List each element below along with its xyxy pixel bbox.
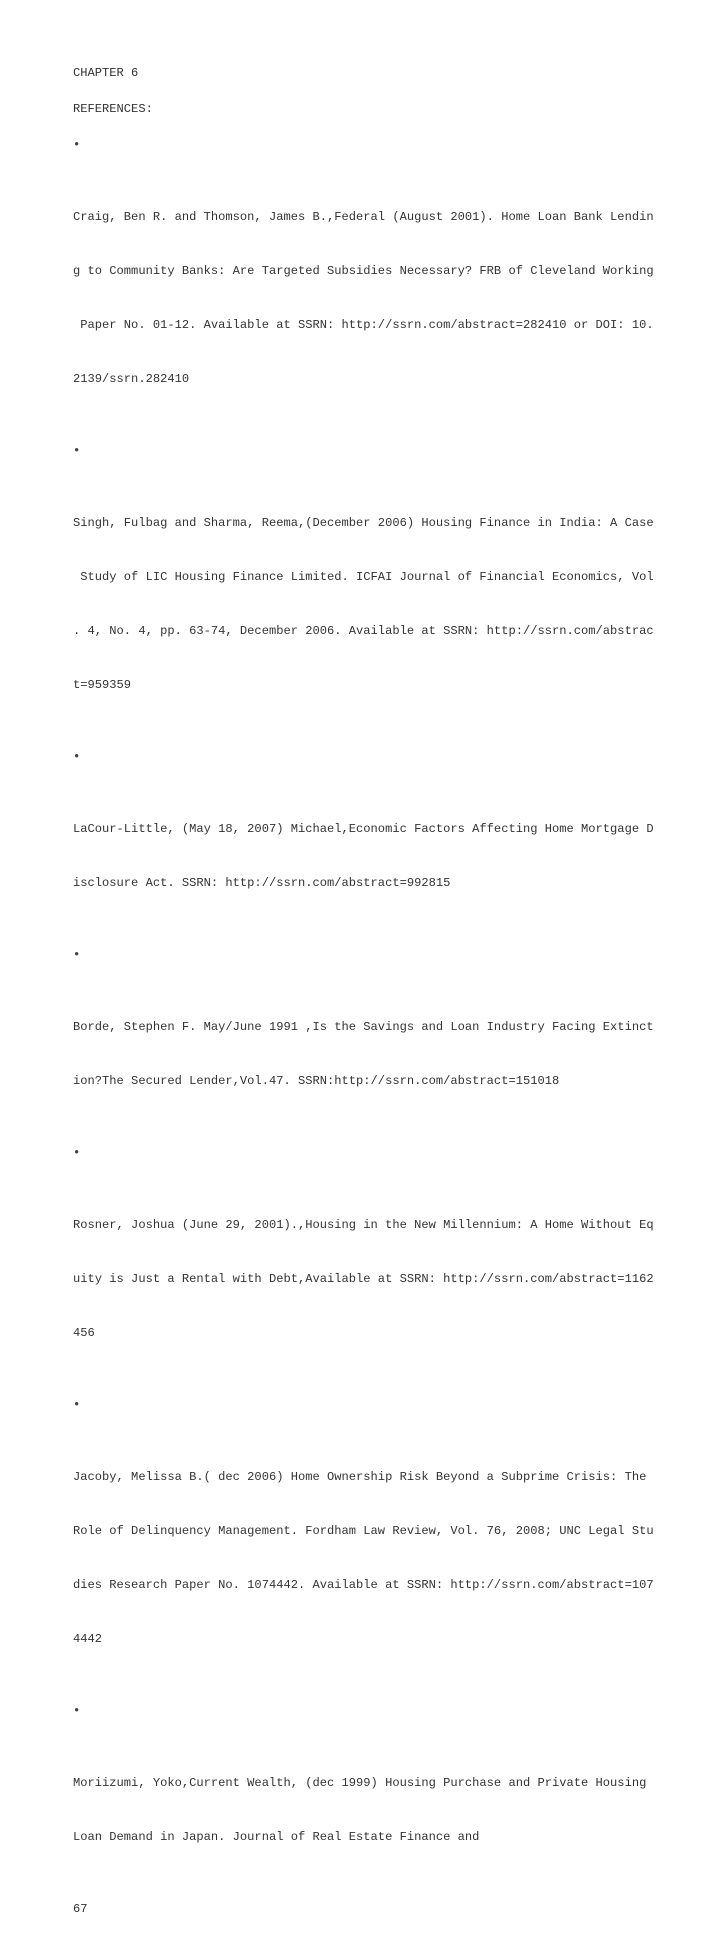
reference-line: Craig, Ben R. and Thomson, James B.,Federal (August 2001). Home Loan Bank Lendin bbox=[73, 210, 654, 224]
reference-line: g to Community Banks: Are Targeted Subsidies Necessary? FRB of Cleveland Working bbox=[73, 264, 654, 278]
reference-line: Singh, Fulbag and Sharma, Reema,(December 2006) Housing Finance in India: A Case bbox=[73, 516, 654, 530]
reference-entry bbox=[73, 1738, 657, 1882]
reference-line: Moriizumi, Yoko,Current Wealth, (dec 1999) Housing Purchase and Private Housing bbox=[73, 1776, 647, 1790]
reference-line: Role of Delinquency Management. Fordham Law Review, Vol. 76, 2008; UNC Legal Stu bbox=[73, 1524, 654, 1538]
bullet-marker: • bbox=[73, 1704, 81, 1718]
references-heading: REFERENCES: bbox=[73, 102, 153, 116]
reference-line: dies Research Paper No. 1074442. Available at SSRN: http://ssrn.com/abstract=107 bbox=[73, 1578, 654, 1592]
reference-line: Study of LIC Housing Finance Limited. ICFAI Journal of Financial Economics, Vol bbox=[73, 570, 654, 584]
bullet-marker: • bbox=[73, 1146, 81, 1160]
reference-line: Paper No. 01-12. Available at SSRN: http://ssrn.com/abstract=282410 or DOI: 10. bbox=[73, 318, 654, 332]
document-page bbox=[73, 64, 657, 1936]
reference-line: LaCour-Little, (May 18, 2007) Michael,Economic Factors Affecting Home Mortgage D bbox=[73, 822, 654, 836]
reference-line: Loan Demand in Japan. Journal of Real Estate Finance and bbox=[73, 1830, 480, 1844]
bullet-marker: • bbox=[73, 750, 81, 764]
reference-entry bbox=[73, 982, 657, 1126]
reference-entry bbox=[73, 1432, 657, 1684]
reference-line: . 4, No. 4, pp. 63-74, December 2006. Available at SSRN: http://ssrn.com/abstrac bbox=[73, 624, 654, 638]
reference-line: Jacoby, Melissa B.( dec 2006) Home Ownership Risk Beyond a Subprime Crisis: The bbox=[73, 1470, 647, 1484]
reference-line: 2139/ssrn.282410 bbox=[73, 372, 190, 386]
reference-entry bbox=[73, 478, 657, 730]
chapter-label: CHAPTER 6 bbox=[73, 66, 139, 80]
reference-line: Rosner, Joshua (June 29, 2001).,Housing in the New Millennium: A Home Without Eq bbox=[73, 1218, 654, 1232]
reference-entry bbox=[73, 1180, 657, 1378]
reference-line: ion?The Secured Lender,Vol.47. SSRN:http://ssrn.com/abstract=151018 bbox=[73, 1074, 560, 1088]
reference-line: 456 bbox=[73, 1326, 95, 1340]
reference-line: 4442 bbox=[73, 1632, 103, 1646]
reference-line: Borde, Stephen F. May/June 1991 ,Is the Savings and Loan Industry Facing Extinct bbox=[73, 1020, 654, 1034]
bullet-marker: • bbox=[73, 138, 81, 152]
page-number: 67 bbox=[73, 1902, 88, 1916]
reference-entry bbox=[73, 172, 657, 424]
bullet-marker: • bbox=[73, 948, 81, 962]
reference-line: uity is Just a Rental with Debt,Available at SSRN: http://ssrn.com/abstract=1162 bbox=[73, 1272, 654, 1286]
bullet-marker: • bbox=[73, 444, 81, 458]
reference-line: t=959359 bbox=[73, 678, 132, 692]
reference-line: isclosure Act. SSRN: http://ssrn.com/abstract=992815 bbox=[73, 876, 451, 890]
reference-entry bbox=[73, 784, 657, 928]
bullet-marker: • bbox=[73, 1398, 81, 1412]
